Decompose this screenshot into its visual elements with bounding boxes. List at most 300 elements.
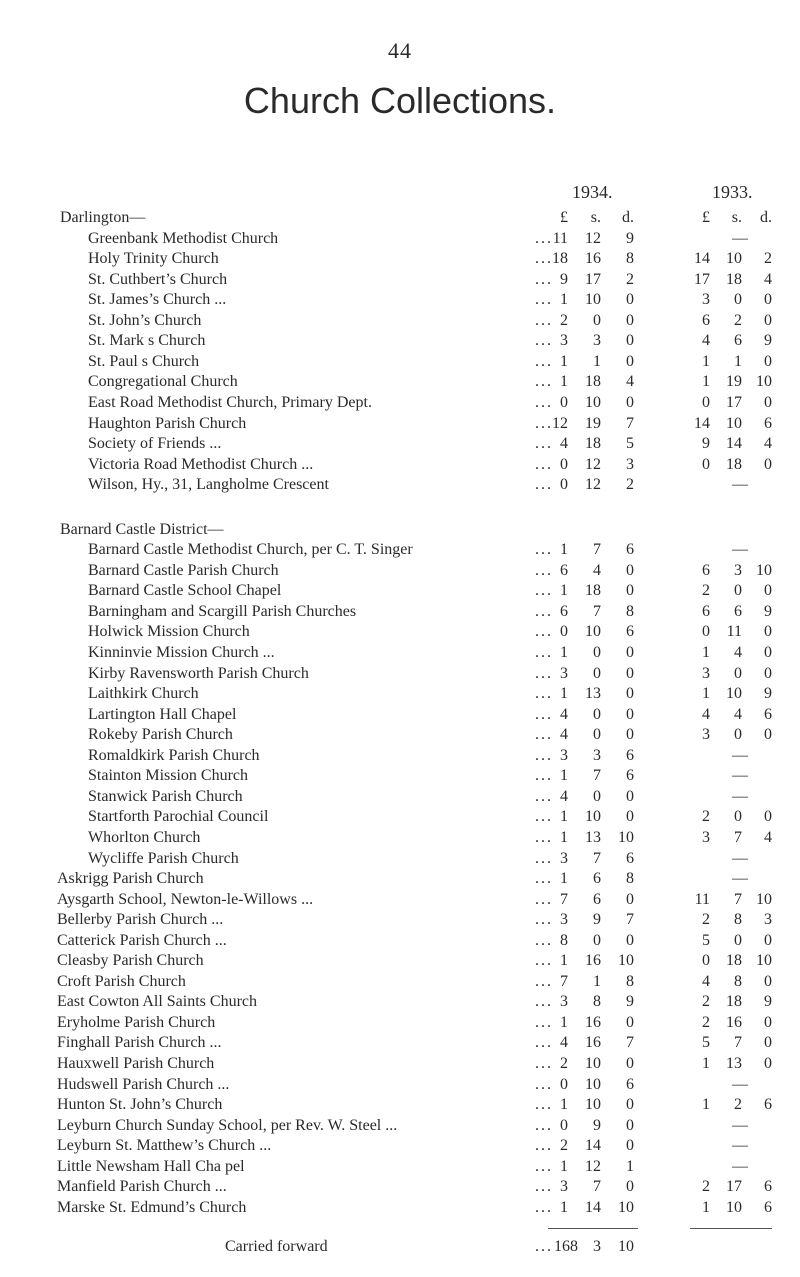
amount-1933-pounds: 6 (702, 561, 710, 579)
row-label: Aysgarth School, Newton-le-Willows ... (57, 890, 314, 908)
amount-1934-pounds: 4 (560, 435, 568, 453)
row-label: Hunton St. John’s Church (57, 1096, 223, 1114)
amount-1934-pence: 7 (626, 414, 634, 432)
table-row (0, 1054, 800, 1074)
amount-1934-pence: 0 (626, 890, 634, 908)
amount-1934-shillings: 12 (585, 455, 601, 473)
row-label: Hudswell Parish Church ... (57, 1075, 230, 1093)
amount-1933-none: — (732, 1137, 748, 1155)
amount-1934-pence: 0 (626, 1137, 634, 1155)
row-label: Barningham and Scargill Parish Churches (88, 602, 357, 620)
amount-1934-shillings: 7 (593, 541, 601, 559)
amount-1933-shillings: 18 (726, 993, 742, 1011)
row-label: Askrigg Parish Church (57, 870, 204, 888)
amount-1933-pence: 0 (764, 311, 772, 329)
amount-1934-pounds: 3 (560, 746, 568, 764)
row-dots: ... (535, 870, 553, 888)
amount-1933-none: — (732, 229, 748, 247)
amount-1934-shillings: 14 (585, 1137, 601, 1155)
amount-1934-pence: 0 (626, 808, 634, 826)
row-dots: ... (535, 952, 553, 970)
amount-1934-pounds: 4 (560, 705, 568, 723)
amount-1934-pence: 0 (626, 1055, 634, 1072)
amount-1934-pence: 4 (626, 373, 634, 391)
row-dots: ... (535, 993, 553, 1011)
amount-1933-shillings: 8 (734, 911, 742, 929)
amount-1934-shillings: 6 (593, 870, 601, 888)
amount-1934-pounds: 0 (560, 455, 568, 473)
row-label: Catterick Parish Church ... (57, 931, 227, 949)
amount-1934-pence: 8 (626, 972, 634, 990)
row-label: Little Newsham Hall Cha pel (57, 1157, 245, 1175)
row-label: Barnard Castle Methodist Church, per C. T. Singer (88, 541, 413, 559)
amount-1934-shillings: 10 (585, 393, 601, 411)
amount-1934-shillings: 7 (593, 849, 601, 867)
amount-1934-shillings: 19 (585, 414, 601, 432)
row-dots: ... (535, 1013, 553, 1031)
amount-1933-shillings: 2 (734, 311, 742, 329)
table-row (0, 807, 800, 827)
section-heading-text: Barnard Castle District— (60, 520, 224, 538)
amount-1933-pence: 9 (764, 685, 772, 703)
amount-1933-pounds: 2 (702, 1013, 710, 1031)
amount-1933-pence: 0 (764, 972, 772, 990)
amount-1933-none: — (732, 1116, 748, 1134)
row-label: Startforth Parochial Council (88, 808, 269, 826)
amount-1933-none: — (732, 541, 748, 559)
amount-1934-pence: 8 (626, 250, 634, 268)
amount-1934-pounds: 0 (560, 1116, 568, 1134)
amount-1934-pence: 8 (626, 870, 634, 888)
amount-1933-pence: 0 (764, 455, 772, 473)
amount-1934-pounds: 1 (560, 1013, 568, 1031)
amount-1934-shillings: 17 (585, 270, 601, 288)
amount-1933-shillings: 0 (734, 664, 742, 682)
amount-1934-shillings: 16 (585, 250, 601, 268)
row-label: Lartington Hall Chapel (88, 705, 237, 723)
total-rule-1933 (690, 1228, 772, 1229)
carried-forward-label: Carried forward (225, 1238, 328, 1255)
amount-1933-pounds: 2 (702, 1178, 710, 1196)
amount-1933-shillings: 17 (726, 1178, 742, 1196)
row-dots: ... (535, 352, 553, 370)
amount-1933-shillings: 17 (726, 393, 742, 411)
amount-1934-pounds: 1 (560, 808, 568, 826)
amount-1933-pounds: 0 (702, 455, 710, 473)
amount-1933-none: — (732, 787, 748, 805)
table-row (0, 270, 800, 290)
table-row (0, 1157, 800, 1177)
amount-1933-pounds: 17 (694, 270, 710, 288)
amount-1934-pounds: 1 (560, 952, 568, 970)
carried-forward-shillings: 3 (593, 1238, 601, 1255)
table-row (0, 581, 800, 601)
amount-1934-pence: 0 (626, 1178, 634, 1196)
row-dots: ... (535, 931, 553, 949)
amount-1934-pounds: 1 (560, 291, 568, 309)
row-dots: ... (535, 602, 553, 620)
amount-1933-pence: 6 (764, 1096, 772, 1114)
amount-1933-pence: 0 (764, 664, 772, 682)
amount-1934-pence: 6 (626, 541, 634, 559)
amount-1934-pounds: 1 (560, 1198, 568, 1216)
table-row (0, 992, 800, 1012)
table-row (0, 664, 800, 684)
table-row (0, 643, 800, 663)
table-row (0, 890, 800, 910)
section-heading (0, 208, 800, 228)
table-row (0, 1136, 800, 1156)
amount-1934-pounds: 2 (560, 311, 568, 329)
table-row (0, 393, 800, 413)
amount-1934-pence: 5 (626, 435, 634, 453)
amount-1934-shillings: 10 (585, 291, 601, 309)
amount-1933-shillings: 0 (734, 808, 742, 826)
row-dots: ... (535, 623, 553, 641)
amount-1934-pounds: 1 (560, 870, 568, 888)
amount-1934-pence: 0 (626, 1116, 634, 1134)
amount-1934-shillings: 16 (585, 1013, 601, 1031)
row-label: Leyburn St. Matthew’s Church ... (57, 1137, 272, 1155)
amount-1934-pence: 0 (626, 332, 634, 350)
amount-1934-pence: 9 (626, 229, 634, 247)
table-row (0, 1177, 800, 1197)
row-dots: ... (535, 726, 553, 744)
table-row (0, 1198, 800, 1218)
amount-1934-pounds: 1 (560, 685, 568, 703)
amount-1934-shillings: 10 (585, 1096, 601, 1114)
table-row (0, 622, 800, 642)
row-label: Bellerby Parish Church ... (57, 911, 224, 929)
table-row (0, 705, 800, 725)
row-dots: ... (535, 291, 553, 309)
amount-1933-pence: 10 (756, 561, 772, 579)
amount-1934-shillings: 10 (585, 1075, 601, 1093)
amount-1934-shillings: 6 (593, 890, 601, 908)
row-dots: ... (535, 373, 553, 391)
amount-1933-pence: 0 (764, 1034, 772, 1052)
amount-1933-pence: 6 (764, 1178, 772, 1196)
amount-1934-shillings: 0 (593, 664, 601, 682)
amount-1934-pence: 8 (626, 602, 634, 620)
amount-1934-pence: 0 (626, 931, 634, 949)
row-dots: ... (535, 1075, 553, 1093)
amount-1933-pounds: 14 (694, 250, 710, 268)
amount-1934-pence: 0 (626, 311, 634, 329)
amount-1933-shillings: 19 (726, 373, 742, 391)
table-row (0, 910, 800, 930)
row-dots: ... (535, 787, 553, 805)
amount-1934-pounds: 4 (560, 1034, 568, 1052)
table-row (0, 290, 800, 310)
section-heading-text: Darlington— (60, 209, 146, 226)
table-row (0, 561, 800, 581)
amount-1934-pence: 0 (626, 705, 634, 723)
currency-symbol: d. (760, 209, 772, 226)
amount-1934-pounds: 3 (560, 332, 568, 350)
amount-1934-pounds: 11 (552, 229, 568, 247)
table-row (0, 684, 800, 704)
amount-1933-shillings: 10 (726, 250, 742, 268)
amount-1934-pounds: 18 (552, 250, 568, 268)
amount-1933-shillings: 6 (734, 332, 742, 350)
amount-1934-pounds: 1 (560, 582, 568, 600)
amount-1934-pounds: 0 (560, 393, 568, 411)
amount-1934-pence: 7 (626, 1034, 634, 1052)
amount-1934-pounds: 4 (560, 726, 568, 744)
amount-1934-shillings: 18 (585, 435, 601, 453)
amount-1934-pence: 3 (626, 455, 634, 473)
amount-1933-pence: 0 (764, 726, 772, 744)
row-dots: ... (535, 393, 553, 411)
amount-1933-shillings: 2 (734, 1096, 742, 1114)
amount-1933-shillings: 13 (726, 1055, 742, 1072)
row-label: St. James’s Church ... (88, 291, 227, 309)
amount-1934-pounds: 3 (560, 664, 568, 682)
amount-1933-none: — (732, 767, 748, 785)
table-row (0, 229, 800, 249)
page-title: Church Collections. (243, 80, 557, 121)
amount-1933-pence: 3 (764, 911, 772, 929)
amount-1934-pounds: 7 (560, 890, 568, 908)
currency-symbol: d. (622, 209, 634, 226)
row-dots: ... (535, 1157, 553, 1175)
amount-1933-pounds: 14 (694, 414, 710, 432)
amount-1934-pounds: 6 (560, 561, 568, 579)
amount-1934-shillings: 3 (593, 746, 601, 764)
amount-1933-pounds: 0 (702, 623, 710, 641)
amount-1933-pounds: 3 (702, 291, 710, 309)
amount-1933-shillings: 6 (734, 602, 742, 620)
amount-1933-pounds: 6 (702, 311, 710, 329)
row-label: Marske St. Edmund’s Church (57, 1198, 247, 1216)
table-row (0, 475, 800, 495)
amount-1934-shillings: 3 (593, 332, 601, 350)
row-dots: ... (535, 767, 553, 785)
amount-1933-shillings: 11 (726, 623, 742, 641)
row-dots: ... (535, 664, 553, 682)
row-dots: ... (535, 332, 553, 350)
row-label: Victoria Road Methodist Church ... (88, 455, 314, 473)
row-label: Kinninvie Mission Church ... (88, 644, 275, 661)
amount-1934-shillings: 0 (593, 705, 601, 723)
amount-1934-pence: 6 (626, 746, 634, 764)
amount-1933-pence: 10 (756, 952, 772, 970)
amount-1933-shillings: 10 (726, 1198, 742, 1216)
currency-symbol: s. (731, 209, 742, 226)
amount-1934-shillings: 14 (585, 1198, 601, 1216)
amount-1934-pounds: 9 (560, 270, 568, 288)
amount-1933-pence: 4 (764, 435, 772, 453)
table-row (0, 1075, 800, 1095)
amount-1934-pounds: 0 (560, 623, 568, 641)
amount-1933-pence: 6 (764, 705, 772, 723)
row-label: Laithkirk Church (88, 685, 199, 703)
amount-1933-shillings: 0 (734, 291, 742, 309)
amount-1933-pounds: 4 (702, 705, 710, 723)
amount-1933-shillings: 10 (726, 414, 742, 432)
table-row (0, 1033, 800, 1053)
table-row (0, 602, 800, 622)
row-dots: ... (535, 250, 553, 268)
currency-symbol: £ (702, 209, 710, 226)
row-label: Wilson, Hy., 31, Langholme Crescent (88, 476, 329, 494)
amount-1934-shillings: 0 (593, 311, 601, 329)
amount-1934-pounds: 1 (560, 1157, 568, 1175)
row-dots: ... (535, 435, 553, 453)
row-label: Barnard Castle School Chapel (88, 582, 282, 600)
amount-1933-pounds: 4 (702, 972, 710, 990)
amount-1933-pounds: 0 (702, 393, 710, 411)
row-label: Whorlton Church (88, 828, 201, 846)
amount-1934-pence: 2 (626, 476, 634, 494)
row-dots: ... (535, 705, 553, 723)
row-label: Hauxwell Parish Church (57, 1055, 215, 1072)
amount-1933-pence: 9 (764, 332, 772, 350)
amount-1934-pence: 0 (626, 787, 634, 805)
amount-1933-shillings: 4 (734, 705, 742, 723)
amount-1934-pounds: 1 (560, 373, 568, 391)
amount-1934-pence: 0 (626, 726, 634, 744)
amount-1934-shillings: 7 (593, 767, 601, 785)
amount-1934-pounds: 0 (560, 1075, 568, 1093)
amount-1934-shillings: 10 (585, 1055, 601, 1072)
amount-1934-shillings: 0 (593, 787, 601, 805)
amount-1934-pence: 0 (626, 644, 634, 661)
amount-1933-pence: 0 (764, 644, 772, 661)
amount-1934-shillings: 10 (585, 623, 601, 641)
amount-1934-pence: 9 (626, 993, 634, 1011)
amount-1933-shillings: 0 (734, 582, 742, 600)
amount-1934-pounds: 3 (560, 911, 568, 929)
amount-1933-pounds: 4 (702, 332, 710, 350)
amount-1934-pence: 0 (626, 1096, 634, 1114)
row-dots: ... (535, 808, 553, 826)
amount-1934-pounds: 6 (560, 602, 568, 620)
page-number: 44 (388, 38, 412, 63)
row-dots: ... (535, 828, 553, 846)
row-dots: ... (535, 1055, 553, 1072)
amount-1933-pounds: 3 (702, 664, 710, 682)
currency-symbol: s. (590, 209, 601, 226)
amount-1933-shillings: 10 (726, 685, 742, 703)
table-row (0, 352, 800, 372)
amount-1933-pounds: 11 (694, 890, 710, 908)
amount-1934-pounds: 1 (560, 767, 568, 785)
amount-1934-shillings: 18 (585, 373, 601, 391)
currency-symbol: £ (560, 209, 568, 226)
amount-1933-shillings: 1 (734, 352, 742, 370)
amount-1934-pounds: 3 (560, 993, 568, 1011)
amount-1934-pounds: 4 (560, 787, 568, 805)
amount-1933-pence: 0 (764, 808, 772, 826)
amount-1934-shillings: 9 (593, 911, 601, 929)
row-label: Cleasby Parish Church (57, 952, 204, 970)
amount-1934-pence: 6 (626, 849, 634, 867)
carried-forward-pence: 10 (618, 1238, 634, 1255)
row-dots: ... (535, 229, 553, 247)
table-row (0, 787, 800, 807)
amount-1933-pence: 0 (764, 1013, 772, 1031)
amount-1933-shillings: 7 (734, 828, 742, 846)
amount-1934-pence: 10 (618, 952, 634, 970)
row-label: Holy Trinity Church (88, 250, 219, 268)
amount-1934-pence: 10 (618, 828, 634, 846)
row-dots: ... (535, 746, 553, 764)
amount-1933-none: — (732, 1075, 748, 1093)
amount-1933-shillings: 0 (734, 726, 742, 744)
amount-1934-pence: 6 (626, 1075, 634, 1093)
row-dots: ... (535, 890, 553, 908)
amount-1934-shillings: 9 (593, 1116, 601, 1134)
amount-1933-pence: 0 (764, 623, 772, 641)
amount-1934-shillings: 13 (585, 685, 601, 703)
amount-1934-shillings: 0 (593, 726, 601, 744)
row-label: Barnard Castle Parish Church (88, 561, 279, 579)
row-label: Finghall Parish Church ... (57, 1034, 222, 1052)
table-row (0, 1095, 800, 1115)
row-label: East Road Methodist Church, Primary Dept. (88, 393, 372, 411)
row-label: Leyburn Church Sunday School, per Rev. W. Steel ... (57, 1116, 398, 1134)
year-1933-header: 1933. (712, 182, 753, 202)
amount-1933-pounds: 1 (702, 1096, 710, 1114)
amount-1934-shillings: 0 (593, 931, 601, 949)
amount-1934-pence: 0 (626, 561, 634, 579)
amount-1933-pence: 9 (764, 993, 772, 1011)
table-row (0, 828, 800, 848)
row-dots: ... (535, 1116, 553, 1134)
amount-1933-pence: 0 (764, 1055, 772, 1072)
amount-1933-pence: 0 (764, 582, 772, 600)
amount-1934-shillings: 1 (593, 352, 601, 370)
amount-1933-none: — (732, 870, 748, 888)
amount-1934-pence: 0 (626, 582, 634, 600)
row-label: Rokeby Parish Church (88, 726, 233, 744)
amount-1933-none: — (732, 849, 748, 867)
row-label: Haughton Parish Church (88, 414, 247, 432)
amount-1933-pence: 6 (764, 414, 772, 432)
amount-1933-pence: 6 (764, 1198, 772, 1216)
table-row (0, 331, 800, 351)
amount-1934-pence: 0 (626, 685, 634, 703)
amount-1934-shillings: 7 (593, 602, 601, 620)
row-label: St. Cuthbert’s Church (88, 270, 228, 288)
row-label: East Cowton All Saints Church (57, 993, 257, 1011)
amount-1933-shillings: 18 (726, 455, 742, 473)
amount-1934-shillings: 12 (585, 229, 601, 247)
amount-1933-pence: 0 (764, 352, 772, 370)
amount-1934-pounds: 12 (552, 414, 568, 432)
amount-1933-pounds: 5 (702, 931, 710, 949)
total-rule-1934 (548, 1228, 638, 1229)
row-dots: ... (535, 1034, 553, 1052)
amount-1933-pounds: 3 (702, 726, 710, 744)
amount-1934-shillings: 12 (585, 1157, 601, 1175)
row-label: Kirby Ravensworth Parish Church (88, 664, 309, 682)
table-row (0, 972, 800, 992)
amount-1934-pounds: 1 (560, 828, 568, 846)
row-label: Eryholme Parish Church (57, 1013, 216, 1031)
amount-1933-none: — (732, 746, 748, 764)
amount-1933-pounds: 1 (702, 644, 710, 661)
amount-1933-shillings: 16 (726, 1013, 742, 1031)
amount-1933-none: — (732, 476, 748, 494)
amount-1934-pounds: 0 (560, 476, 568, 494)
table-row (0, 951, 800, 971)
amount-1933-pounds: 1 (702, 352, 710, 370)
row-dots: ... (535, 685, 553, 703)
row-label: Manfield Parish Church ... (57, 1178, 227, 1196)
